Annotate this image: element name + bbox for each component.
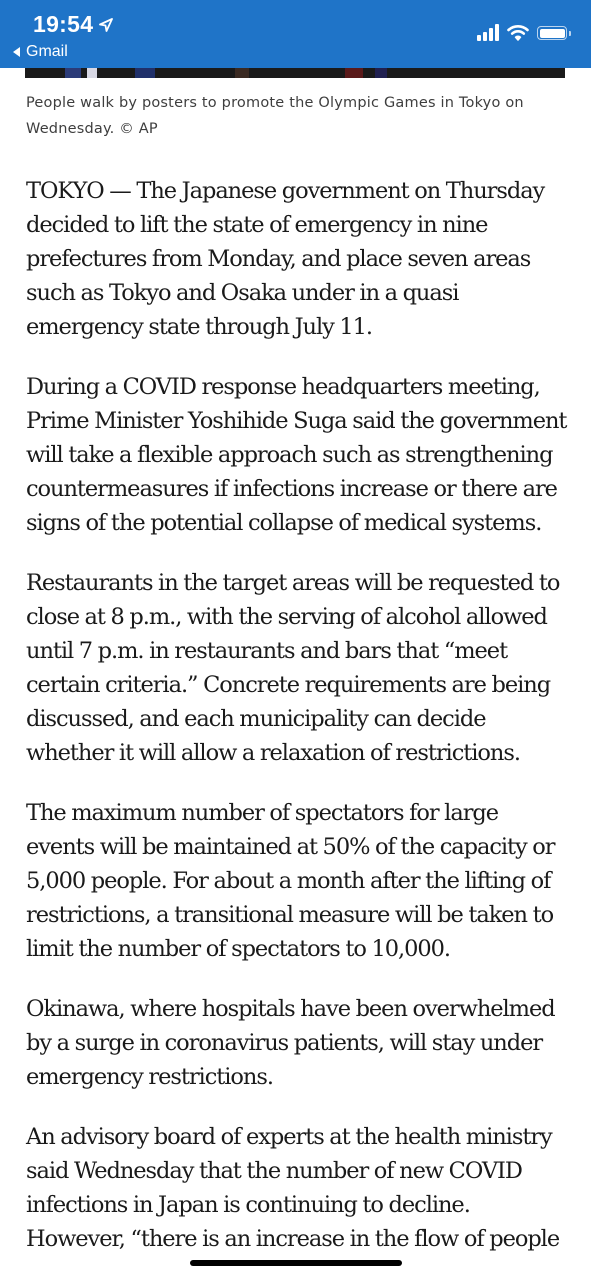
clock-text: 19:54 bbox=[33, 11, 94, 37]
article-paragraph: During a COVID response headquarters meeting, Prime Minister Yoshihide Suga said the government will take a flexible approach such as strengthening countermeasures if infections increase or there are signs of the potential collapse of medical systems. bbox=[26, 374, 567, 536]
article-body bbox=[26, 174, 568, 1280]
location-arrow-icon bbox=[99, 18, 113, 32]
back-to-gmail-button[interactable] bbox=[13, 43, 68, 61]
battery-icon bbox=[537, 26, 567, 40]
cellular-signal-icon bbox=[477, 24, 499, 41]
wifi-icon bbox=[507, 24, 529, 41]
photo-caption: People walk by posters to promote the Olympic Games in Tokyo on Wednesday. © AP bbox=[26, 95, 524, 137]
article-photo bbox=[25, 68, 565, 78]
article-paragraph: The maximum number of spectators for large events will be maintained at 50% of the capacity or 5,000 people. For about a month after the lifting of restrictions, a transitional measure will be taken to limit the number of spectators to 10,000. bbox=[26, 800, 555, 962]
status-time bbox=[33, 11, 113, 38]
article-paragraph: Okinawa, where hospitals have been overwhelmed by a surge in coronavirus patients, will stay under emergency restrictions. bbox=[26, 996, 555, 1090]
back-caret-icon bbox=[13, 47, 20, 57]
article-paragraph: TOKYO — The Japanese government on Thursday decided to lift the state of emergency in nine prefectures from Monday, and place seven areas such as Tokyo and Osaka under in a quasi emergency state through July 11. bbox=[26, 178, 545, 340]
home-indicator[interactable] bbox=[190, 1260, 402, 1266]
status-icons bbox=[477, 24, 567, 41]
article-paragraph: An advisory board of experts at the health ministry said Wednesday that the number of new COVID infections in Japan is continuing to decline. However, “there is an increase in the flow of people bbox=[26, 1124, 560, 1252]
back-app-label: Gmail bbox=[26, 43, 68, 60]
article-paragraph: Restaurants in the target areas will be requested to close at 8 p.m., with the serving of alcohol allowed until 7 p.m. in restaurants and bars that “meet certain criteria.” Concrete requirements are being discussed, and each municipality can decide whether it will allow a relaxation of restrictions. bbox=[26, 570, 560, 766]
status-bar bbox=[0, 0, 591, 68]
